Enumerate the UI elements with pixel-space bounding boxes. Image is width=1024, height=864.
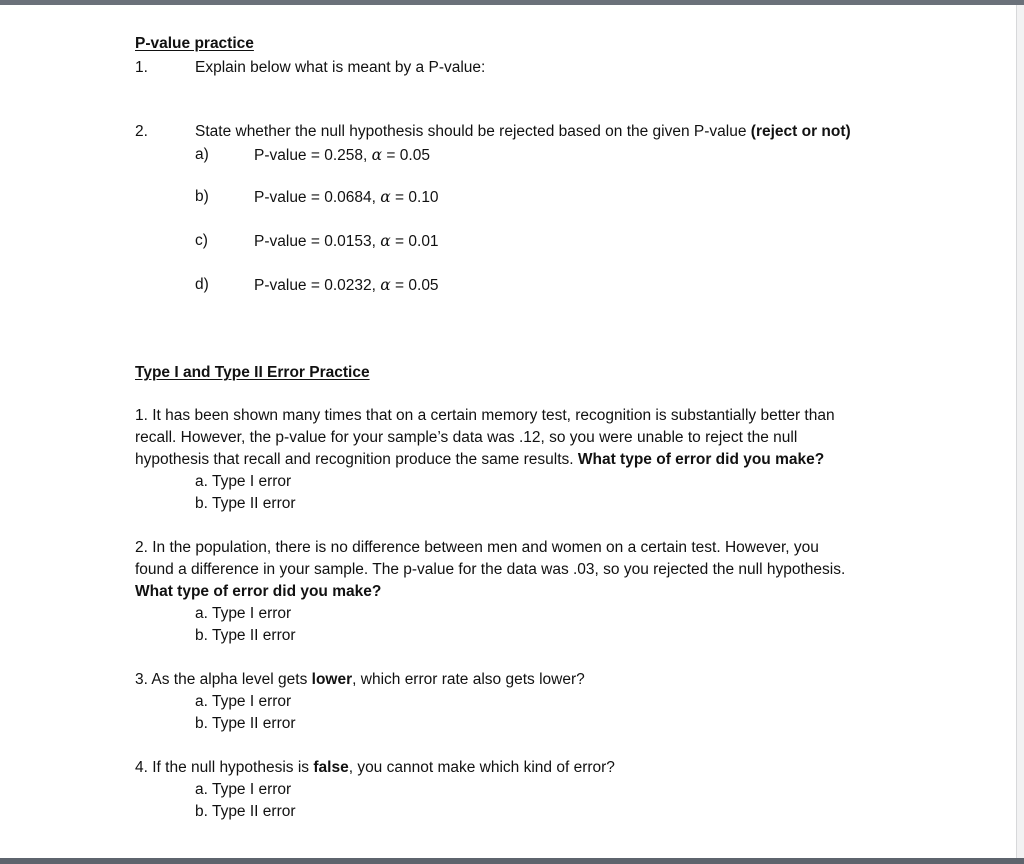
item-pvalue (254, 145, 430, 166)
question-line (135, 449, 824, 471)
q1-number: 1. (135, 59, 148, 76)
alpha-symbol: α (380, 232, 391, 250)
question-text: 4. If the null hypothesis is (135, 759, 314, 776)
item-pvalue (254, 275, 439, 296)
question-text: , you cannot make which kind of error? (348, 759, 615, 776)
item-label: c) (195, 232, 208, 249)
alpha-value: = 0.05 (386, 147, 430, 164)
question-line: 1. It has been shown many times that on a certain memory test, recognition is substantially better than (135, 407, 835, 424)
question-text: hypothesis that recall and recognition produce the same results. (135, 451, 578, 468)
question-line: 2. In the population, there is no difference between men and women on a certain test. However, you (135, 539, 819, 556)
q2-text-plain: State whether the null hypothesis should be rejected based on the given P-value (195, 123, 751, 140)
option-b: b. Type II error (195, 495, 296, 512)
question-bold: lower (311, 671, 353, 688)
question-text: 3. As the alpha level gets (135, 671, 312, 688)
q1-text: Explain below what is meant by a P-value: (195, 59, 486, 76)
q2-text (195, 122, 851, 142)
question-line (135, 757, 615, 779)
item-pvalue (254, 231, 439, 252)
question-bold: What type of error did you make? (135, 583, 382, 600)
window-bottom-bar (0, 858, 1024, 864)
pvalue-text: P-value = 0.0232, (254, 277, 376, 294)
pvalue-text: P-value = 0.0684, (254, 189, 376, 206)
option-a: a. Type I error (195, 781, 292, 798)
question-bold: What type of error did you make? (577, 451, 825, 468)
page-right-edge (1016, 5, 1024, 858)
question-bold: false (313, 759, 349, 776)
window-top-bar (0, 0, 1024, 5)
q2-text-bold: (reject or not) (750, 123, 851, 140)
question-text: , which error rate also gets lower? (352, 671, 585, 688)
option-b: b. Type II error (195, 627, 296, 644)
item-label: d) (195, 276, 209, 293)
alpha-symbol: α (371, 146, 383, 164)
option-a: a. Type I error (195, 693, 292, 710)
alpha-value: = 0.05 (395, 277, 439, 294)
question-line: found a difference in your sample. The p-value for the data was .03, so you rejected the null hypothesis. (135, 561, 846, 578)
alpha-value: = 0.01 (395, 233, 439, 250)
question-line (135, 669, 585, 691)
option-a: a. Type I error (195, 605, 292, 622)
q2-number: 2. (135, 123, 148, 140)
alpha-symbol: α (380, 276, 391, 294)
option-b: b. Type II error (195, 715, 296, 732)
pvalue-text: P-value = 0.258, (254, 147, 368, 164)
error-section-title: Type I and Type II Error Practice (135, 364, 370, 381)
option-a: a. Type I error (195, 473, 292, 490)
item-label: b) (195, 188, 209, 205)
item-label: a) (195, 146, 209, 163)
option-b: b. Type II error (195, 803, 296, 820)
question-line: recall. However, the p-value for your sample’s data was .12, so you were unable to reject the null (135, 429, 798, 446)
alpha-value: = 0.10 (395, 189, 439, 206)
alpha-symbol: α (380, 188, 391, 206)
pvalue-text: P-value = 0.0153, (254, 233, 376, 250)
pvalue-section-title: P-value practice (135, 35, 254, 52)
item-pvalue (254, 187, 439, 208)
